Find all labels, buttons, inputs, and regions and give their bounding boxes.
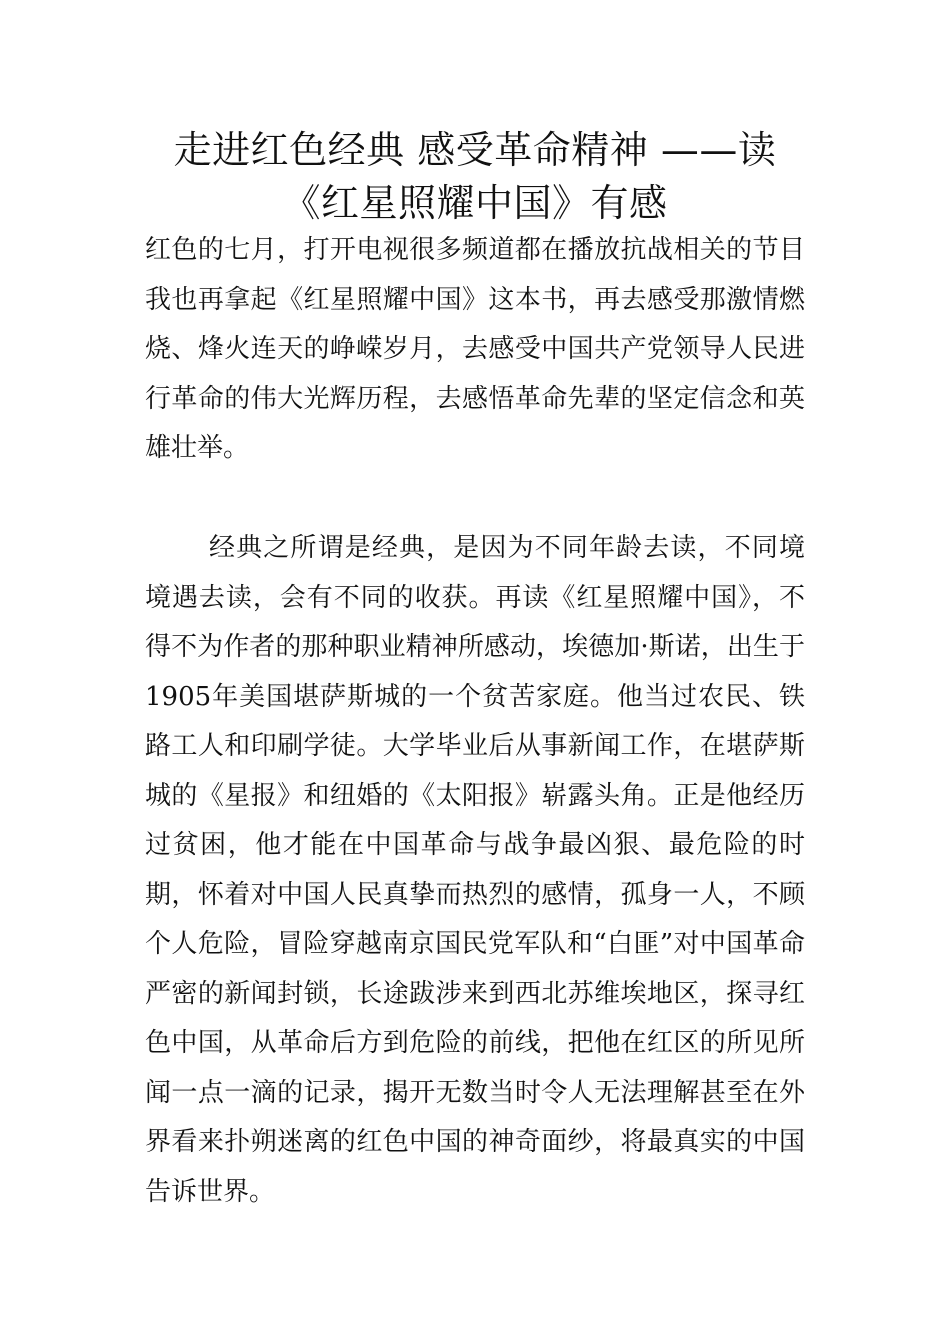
title-line-1: 走进红色经典 感受革命精神 ——读 <box>173 128 777 172</box>
document-title <box>120 124 830 230</box>
paragraph-1: 红色的七月，打开电视很多频道都在播放抗战相关的节目我也再拿起《红星照耀中国》这本书，再去感受那激情燃烧、烽火连天的峥嵘岁月，去感受中国共产党领导人民进行革命的伟大光辉历程，去感悟革命先辈的坚定信念和英雄壮举。 <box>145 235 805 463</box>
paragraph-2: 经典之所谓是经典，是因为不同年龄去读，不同境境遇去读，会有不同的收获。再读《红星照耀中国》，不得不为作者的那种职业精神所感动，埃德加·斯诺，出生于1905年美国堪萨斯城的一个贫苦家庭。他当过农民、铁路工人和印刷学徒。大学毕业后从事新闻工作，在堪萨斯城的《星报》和纽婚的《太阳报》崭露头角。正是他经历过贫困，他才能在中国革命与战争最凶狠、最危险的时期，怀着对中国人民真挚而热烈的感情，孤身一人，不顾个人危险，冒险穿越南京国民党军队和“白匪”对中国革命严密的新闻封锁，长途跋涉来到西北苏维埃地区，探寻红色中国，从革命后方到危险的前线，把他在红区的所见所闻一点一滴的记录，揭开无数当时令人无法理解甚至在外界看来扑朔迷离的红色中国的神奇面纱，将最真实的中国告诉世界。 <box>145 533 805 1207</box>
title-line-2: 《红星照耀中国》有感 <box>282 181 668 225</box>
